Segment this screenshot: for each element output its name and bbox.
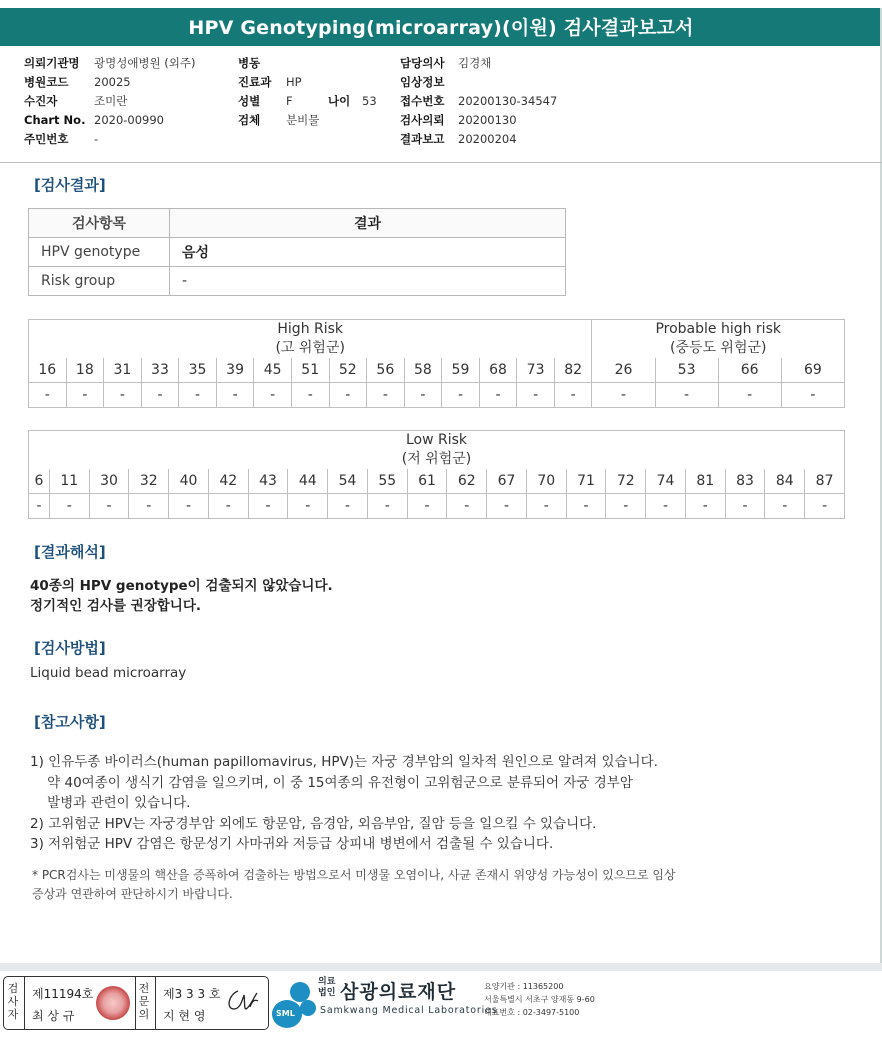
hpv-result-cell: -: [725, 494, 765, 519]
hpv-type-cell: 31: [104, 358, 142, 383]
hpv-result-cell: -: [291, 383, 329, 408]
signer1-role: 검사자: [7, 982, 19, 1021]
header-label: 의뢰기관명: [24, 56, 80, 70]
header-label: 주민번호: [24, 132, 69, 146]
hpv-result-cell: -: [49, 494, 89, 519]
hpv-result-cell: -: [765, 494, 805, 519]
hpv-type-cell: 87: [805, 469, 845, 494]
hpv-result-cell: -: [104, 383, 142, 408]
hpv-result-cell: -: [328, 494, 368, 519]
note-line: 3) 저위험군 HPV 감염은 항문성기 사마귀와 저등급 상피내 병변에서 검출될 수 있습니다.: [30, 836, 554, 852]
header-field: [400, 111, 557, 130]
signer2-role: 전문의: [138, 982, 150, 1021]
method-text: Liquid bead microarray: [30, 665, 187, 681]
header-label: 검사의뢰: [400, 113, 445, 127]
hpv-result-cell: -: [407, 494, 447, 519]
high-risk-subtitle: (고 위험군): [275, 340, 345, 356]
hpv-type-cell: 69: [781, 358, 844, 383]
high-risk-table: [28, 319, 845, 408]
footer-divider: [0, 963, 882, 971]
hpv-type-cell: 44: [288, 469, 328, 494]
header-value: -: [94, 132, 99, 146]
hpv-type-cell: 32: [129, 469, 169, 494]
hpv-result-cell: -: [169, 494, 209, 519]
header-label: 담당의사: [400, 56, 445, 70]
hpv-result-cell: -: [29, 383, 67, 408]
hpv-type-cell: 30: [89, 469, 129, 494]
header-label: 결과보고: [400, 132, 445, 146]
footnote-line: 증상과 연관하여 판단하시기 바랍니다.: [32, 887, 233, 901]
hpv-result-cell: -: [526, 494, 566, 519]
hpv-type-cell: 70: [526, 469, 566, 494]
table-header-item: 검사항목: [29, 209, 170, 238]
low-risk-value-row: [29, 494, 845, 519]
section-title-result: [검사결과]: [34, 176, 106, 194]
hpv-result-cell: -: [404, 383, 442, 408]
header-value: 20025: [94, 75, 131, 89]
hpv-result-cell: -: [208, 494, 248, 519]
age-value: 53: [362, 94, 377, 108]
hpv-type-cell: 62: [447, 469, 487, 494]
header-field: [238, 92, 377, 111]
org-prefix: 의료법인: [318, 977, 336, 998]
hpv-type-cell: 35: [179, 358, 217, 383]
age-label: 나이: [328, 94, 351, 108]
divider: [135, 977, 136, 1029]
hpv-type-cell: 53: [655, 358, 718, 383]
hpv-type-cell: 74: [646, 469, 686, 494]
header-column-1: [24, 54, 196, 149]
org-english-name: Samkwang Medical Laboratories: [320, 1005, 498, 1016]
hpv-result-cell: -: [685, 494, 725, 519]
high-risk-header-row: [29, 320, 845, 359]
table-header-result: 결과: [170, 209, 566, 238]
low-risk-header-row: [29, 431, 845, 470]
high-risk-value-row: [29, 383, 845, 408]
table-cell-item: Risk group: [29, 267, 170, 296]
probable-risk-group-header: [592, 320, 845, 359]
hpv-type-cell: 73: [517, 358, 555, 383]
hpv-result-cell: -: [129, 494, 169, 519]
hpv-result-cell: -: [288, 494, 328, 519]
header-field: [238, 73, 377, 92]
interpretation-line: 정기적인 검사를 권장합니다.: [30, 598, 202, 614]
hpv-result-cell: -: [367, 383, 405, 408]
table-cell-item: HPV genotype: [29, 238, 170, 267]
signature-mark: [224, 985, 262, 1015]
header-value: 20200130: [458, 113, 517, 127]
hpv-result-cell: -: [592, 383, 655, 408]
header-field: [238, 111, 377, 130]
header-field: [400, 92, 557, 111]
hpv-type-cell: 81: [685, 469, 725, 494]
hpv-result-cell: -: [781, 383, 844, 408]
table-cell-value: -: [170, 267, 566, 296]
header-field: [24, 54, 196, 73]
seal-stamp: [96, 986, 130, 1020]
low-risk-group-header: [29, 431, 845, 470]
note-line: 2) 고위험군 HPV는 자궁경부암 외에도 항문암, 음경암, 외음부암, 질암 등을 일으킬 수 있습니다.: [30, 815, 597, 832]
table-row: [29, 267, 566, 296]
org-name: 삼광의료재단: [340, 981, 457, 1003]
header-value: 분비물: [286, 113, 320, 127]
high-risk-group-header: [29, 320, 592, 359]
header-field: [238, 54, 377, 73]
hpv-result-cell: -: [487, 494, 527, 519]
hpv-result-cell: -: [216, 383, 254, 408]
header-field: [24, 130, 196, 149]
header-column-2: [238, 54, 377, 130]
header-field: [24, 92, 196, 111]
hpv-type-cell: 54: [328, 469, 368, 494]
section-title-reference: [참고사항]: [34, 713, 106, 731]
header-value: F: [286, 94, 293, 108]
header-value: 광명성애병원 (외주): [94, 56, 196, 70]
divider: [155, 977, 156, 1029]
hpv-type-cell: 40: [169, 469, 209, 494]
hpv-type-cell: 6: [29, 469, 50, 494]
hpv-result-cell: -: [442, 383, 480, 408]
low-risk-type-row: [29, 469, 845, 494]
result-table: [28, 208, 566, 296]
hpv-result-cell: -: [805, 494, 845, 519]
hpv-result-cell: -: [329, 383, 367, 408]
section-title-method: [검사방법]: [34, 639, 106, 657]
hpv-result-cell: -: [89, 494, 129, 519]
hpv-type-cell: 56: [367, 358, 405, 383]
org-info-line: 요양기관 : 11365200: [484, 982, 564, 991]
header-label: 병원코드: [24, 75, 69, 89]
header-label: Chart No.: [24, 113, 86, 127]
probable-risk-subtitle: (중등도 위험군): [669, 340, 767, 356]
table-row: [29, 238, 566, 267]
reference-notes: [30, 752, 658, 855]
hpv-result-cell: -: [29, 494, 50, 519]
report-title: HPV Genotyping(microarray)(이원) 검사결과보고서: [0, 8, 882, 46]
org-info-line: 대표번호 : 02-3497-5100: [484, 1008, 580, 1017]
hpv-result-cell: -: [606, 494, 646, 519]
note-line: 1) 인유두종 바이러스(human papillomavirus, HPV)는 자궁 경부암의 일차적 원인으로 알려져 있습니다.: [30, 754, 658, 770]
hpv-type-cell: 67: [487, 469, 527, 494]
hpv-type-cell: 52: [329, 358, 367, 383]
header-value: 조미란: [94, 94, 128, 108]
hpv-result-cell: -: [479, 383, 517, 408]
high-risk-type-row: [29, 358, 845, 383]
divider: [24, 977, 25, 1029]
probable-risk-title: Probable high risk: [655, 321, 781, 337]
table-cell-value: 음성: [170, 238, 566, 267]
hpv-result-cell: -: [248, 494, 288, 519]
hpv-type-cell: 84: [765, 469, 805, 494]
header-label: 접수번호: [400, 94, 445, 108]
hpv-type-cell: 68: [479, 358, 517, 383]
hpv-type-cell: 16: [29, 358, 67, 383]
hpv-type-cell: 42: [208, 469, 248, 494]
hpv-type-cell: 45: [254, 358, 292, 383]
hpv-result-cell: -: [447, 494, 487, 519]
hpv-type-cell: 71: [566, 469, 606, 494]
header-value: 20200130-34547: [458, 94, 558, 108]
header-label: 수진자: [24, 94, 58, 108]
hpv-result-cell: -: [554, 383, 592, 408]
hpv-result-cell: -: [367, 494, 407, 519]
header-label: 검체: [238, 113, 261, 127]
note-line: 약 40여종이 생식기 감염을 일으키며, 이 중 15여종의 유전형이 고위험군으로 분류되어 자궁 경부암: [30, 774, 633, 791]
hpv-type-cell: 61: [407, 469, 447, 494]
hpv-type-cell: 72: [606, 469, 646, 494]
logo-icon-part: [300, 1000, 316, 1016]
hpv-type-cell: 33: [141, 358, 179, 383]
header-field: [24, 111, 196, 130]
low-risk-table: [28, 430, 845, 519]
hpv-result-cell: -: [655, 383, 718, 408]
header-value: HP: [286, 75, 302, 89]
hpv-type-cell: 83: [725, 469, 765, 494]
header-label: 임상정보: [400, 75, 445, 89]
hpv-result-cell: -: [517, 383, 555, 408]
interpretation-line: 40종의 HPV genotype이 검출되지 않았습니다.: [30, 578, 333, 594]
org-info: [484, 980, 595, 1019]
hpv-type-cell: 26: [592, 358, 655, 383]
hpv-type-cell: 59: [442, 358, 480, 383]
header-field: [400, 73, 557, 92]
hpv-result-cell: -: [141, 383, 179, 408]
header-divider: [0, 162, 882, 163]
header-field: [24, 73, 196, 92]
note-line: 발병과 관련이 있습니다.: [30, 795, 191, 811]
signer2-license: 제3 3 3 호: [163, 987, 221, 1001]
header-label: 병동: [238, 56, 261, 70]
header-field: [400, 54, 557, 73]
high-risk-title: High Risk: [277, 321, 344, 337]
signer2-name: 지 현 영: [163, 1009, 206, 1023]
hpv-type-cell: 58: [404, 358, 442, 383]
org-info-line: 서울특별시 서초구 양재동 9-60: [484, 995, 595, 1004]
table-header-row: [29, 209, 566, 238]
hpv-result-cell: -: [646, 494, 686, 519]
header-label: 성별: [238, 94, 261, 108]
section-title-interpretation: [결과해석]: [34, 543, 106, 561]
signature-box: [3, 976, 269, 1030]
hpv-type-cell: 43: [248, 469, 288, 494]
header-column-3: [400, 54, 557, 149]
low-risk-subtitle: (저 위험군): [401, 451, 472, 467]
pcr-footnote: [32, 866, 676, 904]
hpv-type-cell: 11: [49, 469, 89, 494]
hpv-type-cell: 55: [367, 469, 407, 494]
hpv-type-cell: 66: [718, 358, 781, 383]
logo-icon-part: [290, 982, 310, 1002]
hpv-result-cell: -: [718, 383, 781, 408]
header-value: 2020-00990: [94, 113, 164, 127]
signer1-name: 최 상 규: [32, 1009, 75, 1023]
interpretation-text: [30, 576, 333, 616]
header-value: 20200204: [458, 132, 517, 146]
low-risk-title: Low Risk: [405, 432, 468, 448]
hpv-result-cell: -: [66, 383, 104, 408]
hpv-type-cell: 51: [291, 358, 329, 383]
header-value: 김경채: [458, 56, 492, 70]
hpv-result-cell: -: [254, 383, 292, 408]
hpv-result-cell: -: [566, 494, 606, 519]
hpv-type-cell: 82: [554, 358, 592, 383]
logo-text: SML: [276, 1009, 295, 1018]
hpv-type-cell: 39: [216, 358, 254, 383]
footnote-line: * PCR검사는 미생물의 핵산을 증폭하여 검출하는 방법으로서 미생물 오염이나, 사균 존재시 위양성 가능성이 있으므로 임상: [32, 868, 676, 882]
hpv-result-cell: -: [179, 383, 217, 408]
hpv-type-cell: 18: [66, 358, 104, 383]
signer1-license: 제11194호: [32, 987, 94, 1001]
header-field: [400, 130, 557, 149]
header-label: 진료과: [238, 75, 272, 89]
